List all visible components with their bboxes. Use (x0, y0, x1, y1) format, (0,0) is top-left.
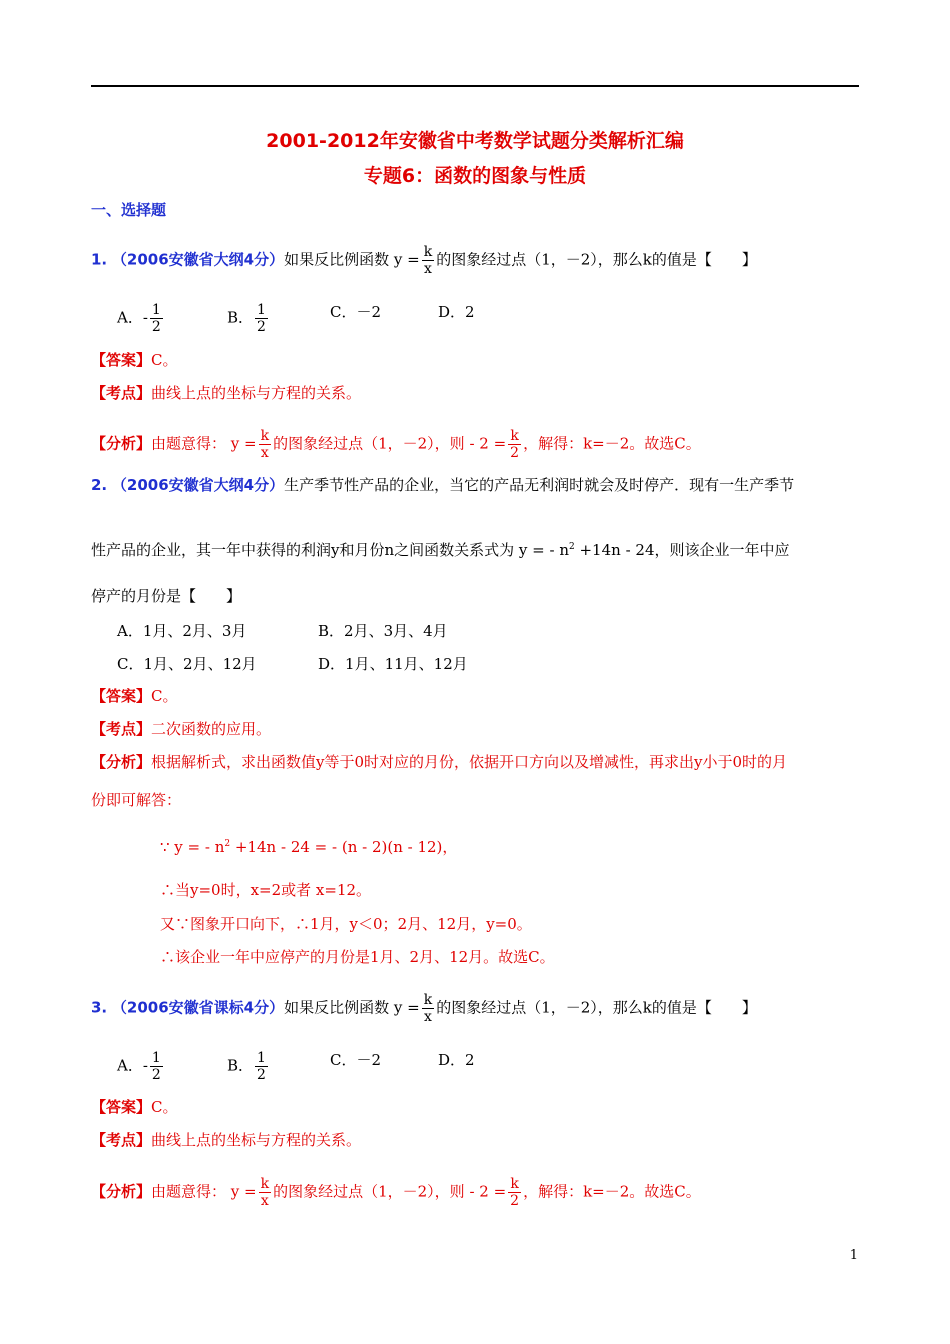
q2-answer: 【答案】C。 (91, 687, 178, 705)
q2-option-d: D．1月、11月、12月 (318, 655, 468, 673)
q3-option-b: B． $\frac{1}{2}$ (227, 1050, 266, 1083)
q3-fraction: $\frac{k}{x}$ (423, 992, 433, 1025)
q2-option-b: B．2月、3月、4月 (318, 622, 448, 640)
q1-stem (91, 244, 757, 277)
q3-source: （2006安徽省课标4分） (111, 998, 285, 1017)
doc-title: 2001-2012年安徽省中考数学试题分类解析汇编 (266, 130, 684, 152)
q2-analysis-line1: 【分析】根据解析式，求出函数值y等于0时对应的月份，依据开口方向以及增减性，再求出y小于0时的月 (91, 753, 788, 771)
q2-number: 2. (91, 476, 108, 494)
q2-step3: 又∵图象开口向下，∴1月，y＜0；2月、12月，y=0。 (160, 915, 532, 933)
q1-keypoint: 【考点】曲线上点的坐标与方程的关系。 (91, 384, 362, 402)
q1-pre: 如果反比例函数 y = (284, 250, 420, 269)
doc-subtitle: 专题6：函数的图象与性质 (363, 165, 587, 187)
q1-number: 1. (91, 250, 108, 269)
q2-stem-line1: 2. （2006安徽省大纲4分）生产季节性产品的企业，当它的产品无利润时就会及时停产．现有一生产季节 (91, 476, 795, 494)
q2-stem-line3: 停产的月份是【 】 (91, 587, 242, 605)
q2-analysis-line2: 份即可解答： (91, 791, 182, 809)
header-rule (91, 85, 859, 87)
q3-option-d: D．2 (438, 1051, 475, 1069)
q2-stem-line2: 性产品的企业，其一年中获得的利润y和月份n之间函数关系式为 y = - $n^2 +14n - 24$，则该企业一年中应 (91, 541, 790, 559)
q3-analysis: 【分析】由题意得： y = $\frac{k}{x}$ 的图象经过点（1，－2），则 - 2 = $\frac{k}{2}$ ，解得：k=－2。故选C。 (91, 1176, 701, 1209)
q1-option-c: C．－2 (330, 303, 382, 321)
q1-source: （2006安徽省大纲4分） (111, 250, 285, 269)
q2-step1: ∵ y = - $n^2 +14n - 24$ = - (n - 2)(n - 12)， (160, 838, 458, 856)
q2-option-c: C．1月、2月、12月 (117, 655, 257, 673)
q1-post: 的图象经过点（1，－2），那么k的值是【 】 (436, 250, 757, 269)
q2-step2: ∴当y=0时，x=2或者 x=12。 (160, 881, 372, 899)
q1-option-a: A．- $\frac{1}{2}$ (117, 302, 161, 335)
page-number: 1 (849, 1248, 858, 1263)
q3-keypoint: 【考点】曲线上点的坐标与方程的关系。 (91, 1131, 362, 1149)
q1-option-d: D．2 (438, 303, 475, 321)
q2-step4: ∴该企业一年中应停产的月份是1月、2月、12月。故选C。 (160, 948, 555, 966)
q3-option-a: A．- $\frac{1}{2}$ (117, 1050, 161, 1083)
section-heading: 一、选择题 (91, 201, 167, 219)
q1-fraction: $\frac{k}{x}$ (423, 244, 433, 277)
q3-number: 3. (91, 998, 108, 1017)
q2-option-a: A．1月、2月、3月 (117, 622, 247, 640)
q1-answer: 【答案】C。 (91, 351, 178, 369)
q3-answer: 【答案】C。 (91, 1098, 178, 1116)
q3-stem: 3. （2006安徽省课标4分）如果反比例函数 y = $\frac{k}{x}$ 的图象经过点（1，－2），那么k的值是【 】 (91, 992, 757, 1025)
q1-analysis: 【分析】由题意得： y = $\frac{k}{x}$ 的图象经过点（1，－2），则 - 2 = $\frac{k}{2}$ ，解得：k=－2。故选C。 (91, 428, 701, 461)
q1-option-b: B． $\frac{1}{2}$ (227, 302, 266, 335)
q3-option-c: C．－2 (330, 1051, 382, 1069)
q2-source: （2006安徽省大纲4分） (111, 476, 285, 494)
q2-keypoint: 【考点】二次函数的应用。 (91, 720, 272, 738)
